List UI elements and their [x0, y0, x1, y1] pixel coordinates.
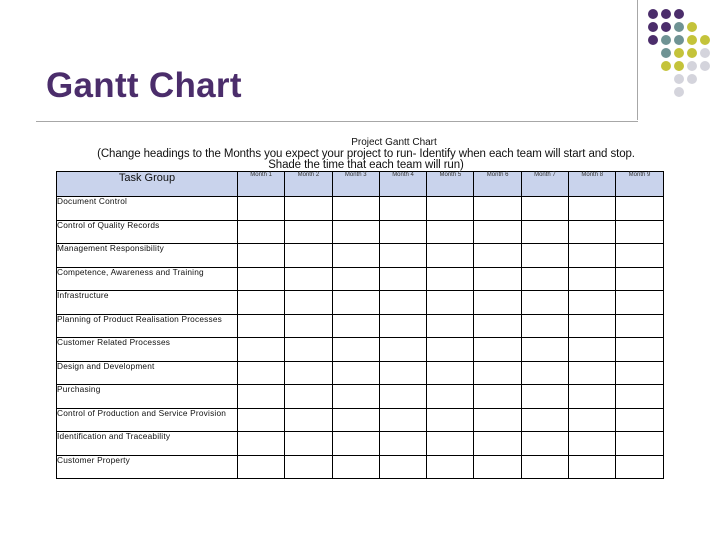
gantt-cell[interactable] [285, 267, 332, 291]
gantt-cell[interactable] [332, 197, 379, 221]
gantt-body [57, 197, 664, 479]
decorative-dot [674, 9, 684, 19]
gantt-cell[interactable] [474, 338, 521, 362]
gantt-cell[interactable] [427, 291, 474, 315]
month-header-7: Month 7 [521, 172, 568, 197]
gantt-cell[interactable] [616, 455, 663, 479]
gantt-cell[interactable] [238, 338, 285, 362]
horizontal-divider [36, 121, 638, 122]
gantt-cell[interactable] [332, 220, 379, 244]
task-group-header: Task Group [57, 172, 238, 197]
gantt-cell[interactable] [616, 338, 663, 362]
gantt-cell[interactable] [379, 455, 426, 479]
month-header-3: Month 3 [332, 172, 379, 197]
decorative-dot [674, 35, 684, 45]
gantt-cell[interactable] [379, 408, 426, 432]
gantt-cell[interactable] [285, 197, 332, 221]
task-label: Planning of Product Realisation Processes [57, 314, 238, 338]
gantt-cell[interactable] [332, 408, 379, 432]
decorative-dot [648, 9, 658, 19]
gantt-cell[interactable] [427, 314, 474, 338]
decorative-dot [687, 48, 697, 58]
task-label: Customer Related Processes [57, 338, 238, 362]
gantt-cell[interactable] [379, 432, 426, 456]
gantt-cell[interactable] [332, 432, 379, 456]
decorative-dot [661, 35, 671, 45]
gantt-cell[interactable] [616, 244, 663, 268]
gantt-header-row [57, 172, 664, 197]
gantt-cell[interactable] [238, 432, 285, 456]
table-row [57, 432, 664, 456]
gantt-cell[interactable] [474, 244, 521, 268]
vertical-divider [637, 0, 638, 120]
task-label: Infrastructure [57, 291, 238, 315]
gantt-cell[interactable] [332, 455, 379, 479]
gantt-cell[interactable] [521, 408, 568, 432]
month-header-4: Month 4 [379, 172, 426, 197]
gantt-cell[interactable] [474, 267, 521, 291]
task-label: Control of Quality Records [57, 220, 238, 244]
decorative-dot [674, 74, 684, 84]
month-header-1: Month 1 [238, 172, 285, 197]
gantt-cell[interactable] [427, 197, 474, 221]
gantt-cell[interactable] [285, 408, 332, 432]
decorative-dot [687, 61, 697, 71]
table-row [57, 361, 664, 385]
month-header-5: Month 5 [427, 172, 474, 197]
gantt-cell[interactable] [332, 314, 379, 338]
gantt-cell[interactable] [616, 220, 663, 244]
gantt-cell[interactable] [474, 314, 521, 338]
gantt-cell[interactable] [379, 244, 426, 268]
gantt-cell[interactable] [427, 338, 474, 362]
gantt-cell[interactable] [616, 314, 663, 338]
decorative-dot [661, 61, 671, 71]
gantt-cell[interactable] [285, 455, 332, 479]
gantt-cell[interactable] [474, 197, 521, 221]
gantt-cell[interactable] [569, 432, 616, 456]
gantt-cell[interactable] [569, 408, 616, 432]
gantt-cell[interactable] [474, 432, 521, 456]
month-header-6: Month 6 [474, 172, 521, 197]
gantt-cell[interactable] [379, 267, 426, 291]
gantt-cell[interactable] [569, 385, 616, 409]
gantt-cell[interactable] [474, 408, 521, 432]
gantt-cell[interactable] [427, 455, 474, 479]
gantt-cell[interactable] [427, 244, 474, 268]
decorative-dot [687, 22, 697, 32]
gantt-cell[interactable] [474, 455, 521, 479]
gantt-cell[interactable] [285, 291, 332, 315]
gantt-cell[interactable] [238, 291, 285, 315]
gantt-cell[interactable] [427, 432, 474, 456]
task-label: Design and Development [57, 361, 238, 385]
table-row [57, 244, 664, 268]
gantt-cell[interactable] [379, 314, 426, 338]
task-label: Customer Property [57, 455, 238, 479]
decorative-dot [661, 48, 671, 58]
gantt-cell[interactable] [332, 361, 379, 385]
gantt-cell[interactable] [521, 432, 568, 456]
task-label: Control of Production and Service Provision [57, 408, 238, 432]
month-header-2: Month 2 [285, 172, 332, 197]
gantt-cell[interactable] [521, 220, 568, 244]
table-row [57, 338, 664, 362]
gantt-cell[interactable] [379, 338, 426, 362]
gantt-cell[interactable] [474, 291, 521, 315]
task-label: Purchasing [57, 385, 238, 409]
gantt-cell[interactable] [569, 267, 616, 291]
gantt-cell[interactable] [379, 197, 426, 221]
gantt-cell[interactable] [285, 361, 332, 385]
gantt-cell[interactable] [238, 267, 285, 291]
gantt-cell[interactable] [427, 220, 474, 244]
gantt-cell[interactable] [474, 361, 521, 385]
table-row [57, 408, 664, 432]
gantt-cell[interactable] [238, 220, 285, 244]
gantt-cell[interactable] [521, 314, 568, 338]
decorative-dot [674, 48, 684, 58]
gantt-cell[interactable] [521, 291, 568, 315]
task-label: Management Responsibility [57, 244, 238, 268]
gantt-cell[interactable] [238, 385, 285, 409]
table-row [57, 197, 664, 221]
gantt-cell[interactable] [285, 220, 332, 244]
gantt-cell[interactable] [238, 455, 285, 479]
gantt-cell[interactable] [521, 338, 568, 362]
gantt-cell[interactable] [427, 385, 474, 409]
gantt-cell[interactable] [521, 244, 568, 268]
gantt-cell[interactable] [521, 455, 568, 479]
gantt-cell[interactable] [285, 432, 332, 456]
table-row [57, 314, 664, 338]
gantt-cell[interactable] [332, 338, 379, 362]
decorative-dot [700, 35, 710, 45]
decorative-dot [700, 48, 710, 58]
gantt-cell[interactable] [427, 267, 474, 291]
gantt-cell[interactable] [332, 385, 379, 409]
month-header-8: Month 8 [569, 172, 616, 197]
gantt-cell[interactable] [238, 408, 285, 432]
task-label: Document Control [57, 197, 238, 221]
table-row [57, 220, 664, 244]
decorative-dot [661, 22, 671, 32]
gantt-cell[interactable] [379, 385, 426, 409]
slide-title: Gantt Chart [46, 66, 242, 105]
decorative-dot [661, 9, 671, 19]
decorative-dot [648, 35, 658, 45]
table-row [57, 291, 664, 315]
decorative-dot [674, 87, 684, 97]
decorative-dot [674, 61, 684, 71]
gantt-cell[interactable] [285, 244, 332, 268]
gantt-cell[interactable] [616, 385, 663, 409]
table-row [57, 455, 664, 479]
gantt-cell[interactable] [285, 314, 332, 338]
document-title [0, 137, 728, 148]
decorative-dot [700, 61, 710, 71]
gantt-cell[interactable] [616, 361, 663, 385]
gantt-cell[interactable] [379, 361, 426, 385]
gantt-cell[interactable] [569, 455, 616, 479]
gantt-cell[interactable] [521, 267, 568, 291]
gantt-cell[interactable] [616, 432, 663, 456]
table-row [57, 267, 664, 291]
table-row [57, 385, 664, 409]
gantt-cell[interactable] [332, 291, 379, 315]
gantt-cell[interactable] [332, 244, 379, 268]
gantt-cell[interactable] [569, 361, 616, 385]
gantt-cell[interactable] [569, 338, 616, 362]
gantt-cell[interactable] [616, 267, 663, 291]
instruction-line-2: Shade the time that each team will run) [268, 159, 464, 171]
gantt-cell[interactable] [427, 361, 474, 385]
gantt-cell[interactable] [521, 197, 568, 221]
task-label: Identification and Traceability [57, 432, 238, 456]
gantt-cell[interactable] [569, 314, 616, 338]
gantt-cell[interactable] [616, 197, 663, 221]
gantt-cell[interactable] [238, 314, 285, 338]
gantt-cell[interactable] [285, 338, 332, 362]
gantt-cell[interactable] [379, 220, 426, 244]
gantt-cell[interactable] [569, 220, 616, 244]
gantt-cell[interactable] [569, 244, 616, 268]
decorative-dot [687, 74, 697, 84]
gantt-cell[interactable] [521, 361, 568, 385]
decorative-dot [687, 35, 697, 45]
gantt-table [56, 171, 664, 479]
instruction-text [61, 149, 671, 171]
decorative-dot [648, 22, 658, 32]
month-header-9: Month 9 [616, 172, 663, 197]
gantt-cell[interactable] [238, 197, 285, 221]
gantt-cell[interactable] [238, 361, 285, 385]
gantt-cell[interactable] [427, 408, 474, 432]
gantt-cell[interactable] [569, 291, 616, 315]
gantt-cell[interactable] [521, 385, 568, 409]
gantt-cell[interactable] [474, 385, 521, 409]
document-title-text: Project Gantt Chart [351, 137, 437, 148]
task-label: Competence, Awareness and Training [57, 267, 238, 291]
decorative-dot [674, 22, 684, 32]
gantt-cell[interactable] [474, 220, 521, 244]
gantt-cell[interactable] [379, 291, 426, 315]
gantt-cell[interactable] [616, 291, 663, 315]
gantt-cell[interactable] [616, 408, 663, 432]
gantt-cell[interactable] [332, 267, 379, 291]
gantt-cell[interactable] [569, 197, 616, 221]
instruction-line-1: (Change headings to the Months you expect your project to run- Identify when each team will start and stop. [97, 148, 635, 160]
gantt-cell[interactable] [238, 244, 285, 268]
gantt-cell[interactable] [285, 385, 332, 409]
